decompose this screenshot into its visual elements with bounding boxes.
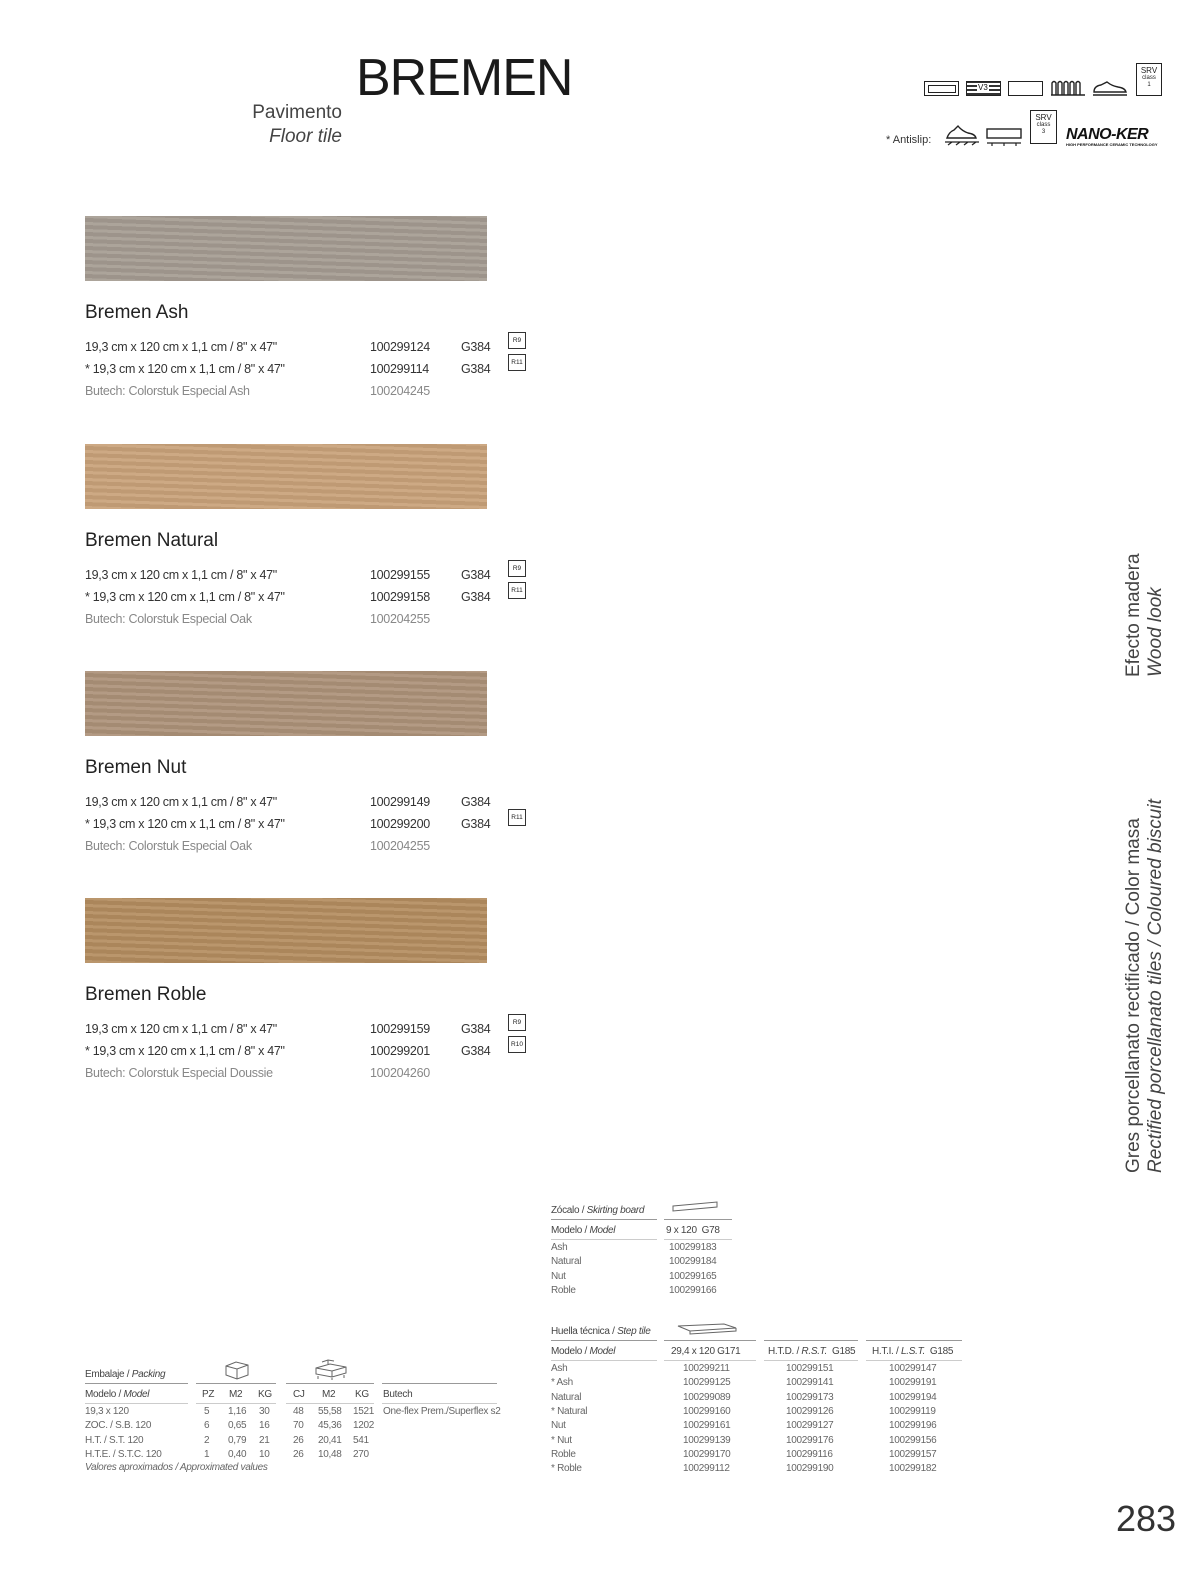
srv-class-value: 1: [1147, 82, 1151, 88]
srv-class-1-badge: [1136, 63, 1162, 96]
step-col1-header: 29,4 x 120 G171: [671, 1346, 741, 1357]
packing-model: H.T. / S.T. 120: [85, 1434, 144, 1446]
slip-rating-badge: R11: [508, 582, 526, 599]
product-swatch: [85, 898, 487, 963]
product-size: 19,3 cm x 120 cm x 1,1 cm / 8" x 47": [85, 1022, 277, 1036]
packing-model: ZOC. / S.B. 120: [85, 1420, 152, 1432]
packing-note: Valores aproximados / Approximated values: [85, 1462, 268, 1473]
step-code-rst: 100299173: [786, 1391, 834, 1403]
packing-value: One-flex Prem./Superflex s2: [383, 1406, 501, 1417]
packing-value: 45,36: [318, 1420, 342, 1432]
skirting-code: 100299166: [669, 1284, 717, 1296]
step-code-rst: 100299116: [786, 1448, 833, 1460]
product-size: 19,3 cm x 120 cm x 1,1 cm / 8" x 47": [85, 795, 277, 809]
step-col3-group: G185: [929, 1346, 954, 1357]
antislip-surface-icon: [986, 128, 1022, 146]
side-line1-es: Efecto madera: [1123, 553, 1144, 677]
packing-col-header: Butech: [383, 1389, 413, 1400]
step-code-171: 100299211: [683, 1363, 730, 1374]
skirting-model: Nut: [551, 1270, 566, 1282]
skirting-model: Roble: [551, 1284, 576, 1296]
side-line2-es: Gres porcellanato rectificado / Color masa: [1123, 818, 1144, 1173]
packing-value: 541: [353, 1434, 369, 1446]
packing-value: 10: [259, 1448, 270, 1460]
product-size: * 19,3 cm x 120 cm x 1,1 cm / 8" x 47": [85, 1044, 285, 1058]
skirting-model-es: Modelo /: [551, 1225, 587, 1236]
product-size: Butech: Colorstuk Especial Oak: [85, 612, 252, 626]
step-code-171: 100299139: [683, 1434, 731, 1446]
packing-value: 26: [293, 1448, 304, 1460]
skirting-board-icon: [671, 1200, 721, 1214]
packing-model-es: Modelo /: [85, 1389, 121, 1400]
product-name: Bremen Natural: [85, 530, 219, 551]
step-code-lst: 100299147: [889, 1363, 937, 1374]
skirting-code: 100299165: [669, 1270, 717, 1282]
skirting-group: G78: [701, 1225, 720, 1236]
step-code-171: 100299160: [683, 1405, 731, 1417]
step-col2-group: G185: [832, 1346, 856, 1357]
packing-value: 6: [204, 1420, 210, 1432]
product-group: G384: [461, 340, 491, 354]
product-group: G384: [461, 795, 491, 809]
skirting-model-header: [551, 1225, 615, 1236]
product-group: G384: [461, 1022, 491, 1036]
packing-value: 30: [259, 1406, 270, 1417]
product-code: 100299200: [370, 817, 430, 831]
packing-model: H.T.E. / S.T.C. 120: [85, 1448, 162, 1460]
frost-resistant-icon: [1050, 79, 1086, 97]
step-code-171: 100299089: [683, 1391, 731, 1403]
srv-class-label: class: [1036, 122, 1051, 128]
step-code-lst: 100299157: [889, 1448, 937, 1460]
product-group: G384: [461, 590, 491, 604]
slip-rating-badge: R9: [508, 332, 526, 349]
skirting-model: Natural: [551, 1256, 582, 1268]
step-code-171: 100299161: [683, 1420, 731, 1432]
page-title: BREMEN: [356, 49, 573, 107]
step-code-rst: 100299141: [786, 1377, 834, 1389]
v3-label: V3: [978, 83, 988, 92]
step-model: Ash: [551, 1363, 568, 1374]
side-caption-wood-look: [1123, 553, 1167, 677]
packing-value: 0,65: [228, 1420, 247, 1432]
skirting-title-en: Skirting board: [586, 1205, 645, 1216]
packing-col-header: PZ: [202, 1389, 215, 1400]
side-line2-en: Rectified porcellanato tiles / Coloured biscuit: [1145, 799, 1166, 1173]
product-group: G384: [461, 1044, 491, 1058]
page-number: 283: [1116, 1498, 1177, 1539]
packing-col-header: KG: [258, 1389, 272, 1400]
nanoker-logo: NANO-KER: [1066, 126, 1149, 143]
product-size: Butech: Colorstuk Especial Oak: [85, 839, 252, 853]
skirting-code: 100299184: [669, 1256, 717, 1268]
step-code-lst: 100299194: [889, 1391, 937, 1403]
product-size: * 19,3 cm x 120 cm x 1,1 cm / 8" x 47": [85, 362, 285, 376]
product-code: 100299124: [370, 340, 430, 354]
packing-value: 10,48: [318, 1448, 342, 1460]
product-size: * 19,3 cm x 120 cm x 1,1 cm / 8" x 47": [85, 817, 285, 831]
packing-value: 5: [204, 1406, 210, 1417]
skirting-title: [551, 1205, 644, 1216]
packing-value: 48: [293, 1406, 304, 1417]
product-name: Bremen Ash: [85, 302, 189, 323]
skirting-title-es: Zócalo /: [551, 1205, 585, 1216]
packing-col-header: M2: [229, 1389, 243, 1400]
packing-value: 1521: [353, 1406, 375, 1417]
product-group: G384: [461, 817, 491, 831]
step-code-lst: 100299196: [889, 1420, 937, 1432]
product-code: 100299159: [370, 1022, 430, 1036]
skirting-model: Ash: [551, 1242, 568, 1253]
packing-value: 20,41: [318, 1434, 342, 1446]
rectified-edge-icon: [924, 81, 959, 96]
step-title-en: Step tile: [617, 1326, 651, 1337]
packing-col-header: M2: [322, 1389, 336, 1400]
product-swatch: [85, 216, 487, 281]
step-model: Natural: [551, 1391, 582, 1403]
srv-class-value: 3: [1041, 129, 1046, 135]
step-model: * Natural: [551, 1405, 588, 1417]
packing-value: 2: [204, 1434, 210, 1446]
step-col2-es: H.T.D. /: [768, 1346, 799, 1357]
packing-value: 21: [259, 1434, 270, 1446]
packing-value: 0,40: [228, 1448, 247, 1460]
packing-value: 270: [353, 1448, 369, 1460]
step-model: Nut: [551, 1420, 566, 1432]
step-model: * Ash: [551, 1377, 573, 1389]
antislip-label: * Antislip:: [886, 134, 932, 146]
step-code-rst: 100299176: [786, 1434, 834, 1446]
product-code: 100299114: [370, 362, 429, 376]
step-col3-header: [872, 1346, 953, 1357]
packing-value: 55,58: [318, 1406, 342, 1417]
packing-title-es: Embalaje /: [85, 1369, 130, 1380]
subtitle-es: Pavimento: [252, 102, 342, 123]
product-group: G384: [461, 362, 491, 376]
step-code-lst: 100299156: [889, 1434, 937, 1446]
product-size: 19,3 cm x 120 cm x 1,1 cm / 8" x 47": [85, 340, 277, 354]
slip-rating-badge: R11: [508, 354, 526, 371]
step-code-rst: 100299127: [786, 1420, 834, 1432]
product-code: 100204245: [370, 384, 430, 398]
srv-class-3-badge: [1030, 110, 1057, 144]
packing-col-header: CJ: [293, 1389, 305, 1400]
skirting-size-header: [666, 1225, 720, 1236]
product-name: Bremen Roble: [85, 984, 207, 1005]
antislip-shoe-icon: [944, 124, 980, 146]
product-size: 19,3 cm x 120 cm x 1,1 cm / 8" x 47": [85, 568, 277, 582]
step-code-171: 100299112: [683, 1463, 730, 1475]
skirting-model-en: Model: [589, 1225, 616, 1236]
slip-rating-badge: R9: [508, 560, 526, 577]
slip-rating-badge: R9: [508, 1014, 526, 1031]
step-col3-en: L.S.T.: [900, 1346, 925, 1357]
box-icon: [223, 1360, 251, 1380]
packing-value: 0,79: [228, 1434, 247, 1446]
product-size: Butech: Colorstuk Especial Ash: [85, 384, 250, 398]
packing-value: 1: [204, 1448, 210, 1460]
product-swatch: [85, 671, 487, 736]
packing-model-header: [85, 1389, 149, 1400]
step-code-lst: 100299119: [889, 1405, 936, 1417]
step-code-lst: 100299182: [889, 1463, 937, 1475]
step-model-en: Model: [589, 1346, 616, 1357]
side-line1-en: Wood look: [1145, 587, 1166, 677]
floor-tile-icon: [1008, 81, 1043, 96]
step-col2-en: R.S.T.: [801, 1346, 828, 1357]
step-code-171: 100299125: [683, 1377, 731, 1389]
product-name: Bremen Nut: [85, 757, 187, 778]
product-code: 100299158: [370, 590, 430, 604]
subtitle-en: Floor tile: [269, 126, 342, 147]
skirting-size: 9 x 120: [666, 1225, 697, 1236]
step-col3-es: H.T.I. /: [872, 1346, 899, 1357]
step-code-rst: 100299126: [786, 1405, 834, 1417]
step-model-es: Modelo /: [551, 1346, 587, 1357]
packing-title: [85, 1369, 165, 1380]
shoe-traffic-icon: [1092, 77, 1128, 97]
packing-value: 26: [293, 1434, 304, 1446]
packing-col-header: KG: [355, 1389, 369, 1400]
packing-title-en: Packing: [131, 1369, 166, 1380]
step-code-171: 100299170: [683, 1448, 731, 1460]
step-title-es: Huella técnica /: [551, 1326, 615, 1337]
srv-label: SRV: [1035, 113, 1052, 122]
step-code-lst: 100299191: [889, 1377, 937, 1389]
slip-rating-badge: R11: [508, 809, 526, 826]
pallet-icon: [312, 1358, 350, 1380]
product-swatch: [85, 444, 487, 509]
product-code: 100299201: [370, 1044, 430, 1058]
step-code-rst: 100299151: [786, 1363, 834, 1374]
packing-value: 1202: [353, 1420, 375, 1432]
product-code: 100299155: [370, 568, 430, 582]
step-model: * Nut: [551, 1434, 572, 1446]
srv-label: SRV: [1140, 66, 1158, 75]
packing-value: 1,16: [228, 1406, 247, 1417]
product-code: 100299149: [370, 795, 430, 809]
product-size: Butech: Colorstuk Especial Doussie: [85, 1066, 273, 1080]
step-tile-icon: [676, 1322, 738, 1336]
skirting-code: 100299183: [669, 1242, 717, 1253]
step-col2-header: [768, 1346, 855, 1357]
step-model-header: [551, 1346, 615, 1357]
step-model: * Roble: [551, 1463, 582, 1475]
packing-value: 70: [293, 1420, 304, 1432]
side-caption-material: [1123, 799, 1167, 1173]
product-code: 100204255: [370, 839, 430, 853]
step-title: [551, 1326, 651, 1337]
product-code: 100204255: [370, 612, 430, 626]
srv-class-label: class: [1142, 75, 1156, 81]
product-group: G384: [461, 568, 491, 582]
product-code: 100204260: [370, 1066, 430, 1080]
slip-rating-badge: R10: [508, 1036, 526, 1053]
nanoker-tagline: HIGH PERFORMANCE CERAMIC TECHNOLOGY: [1066, 142, 1158, 147]
step-model: Roble: [551, 1448, 576, 1460]
packing-model-en: Model: [123, 1389, 150, 1400]
v3-variation-icon: [966, 81, 1001, 96]
product-size: * 19,3 cm x 120 cm x 1,1 cm / 8" x 47": [85, 590, 285, 604]
packing-value: 16: [259, 1420, 270, 1432]
packing-model: 19,3 x 120: [85, 1406, 129, 1417]
step-code-rst: 100299190: [786, 1463, 834, 1475]
